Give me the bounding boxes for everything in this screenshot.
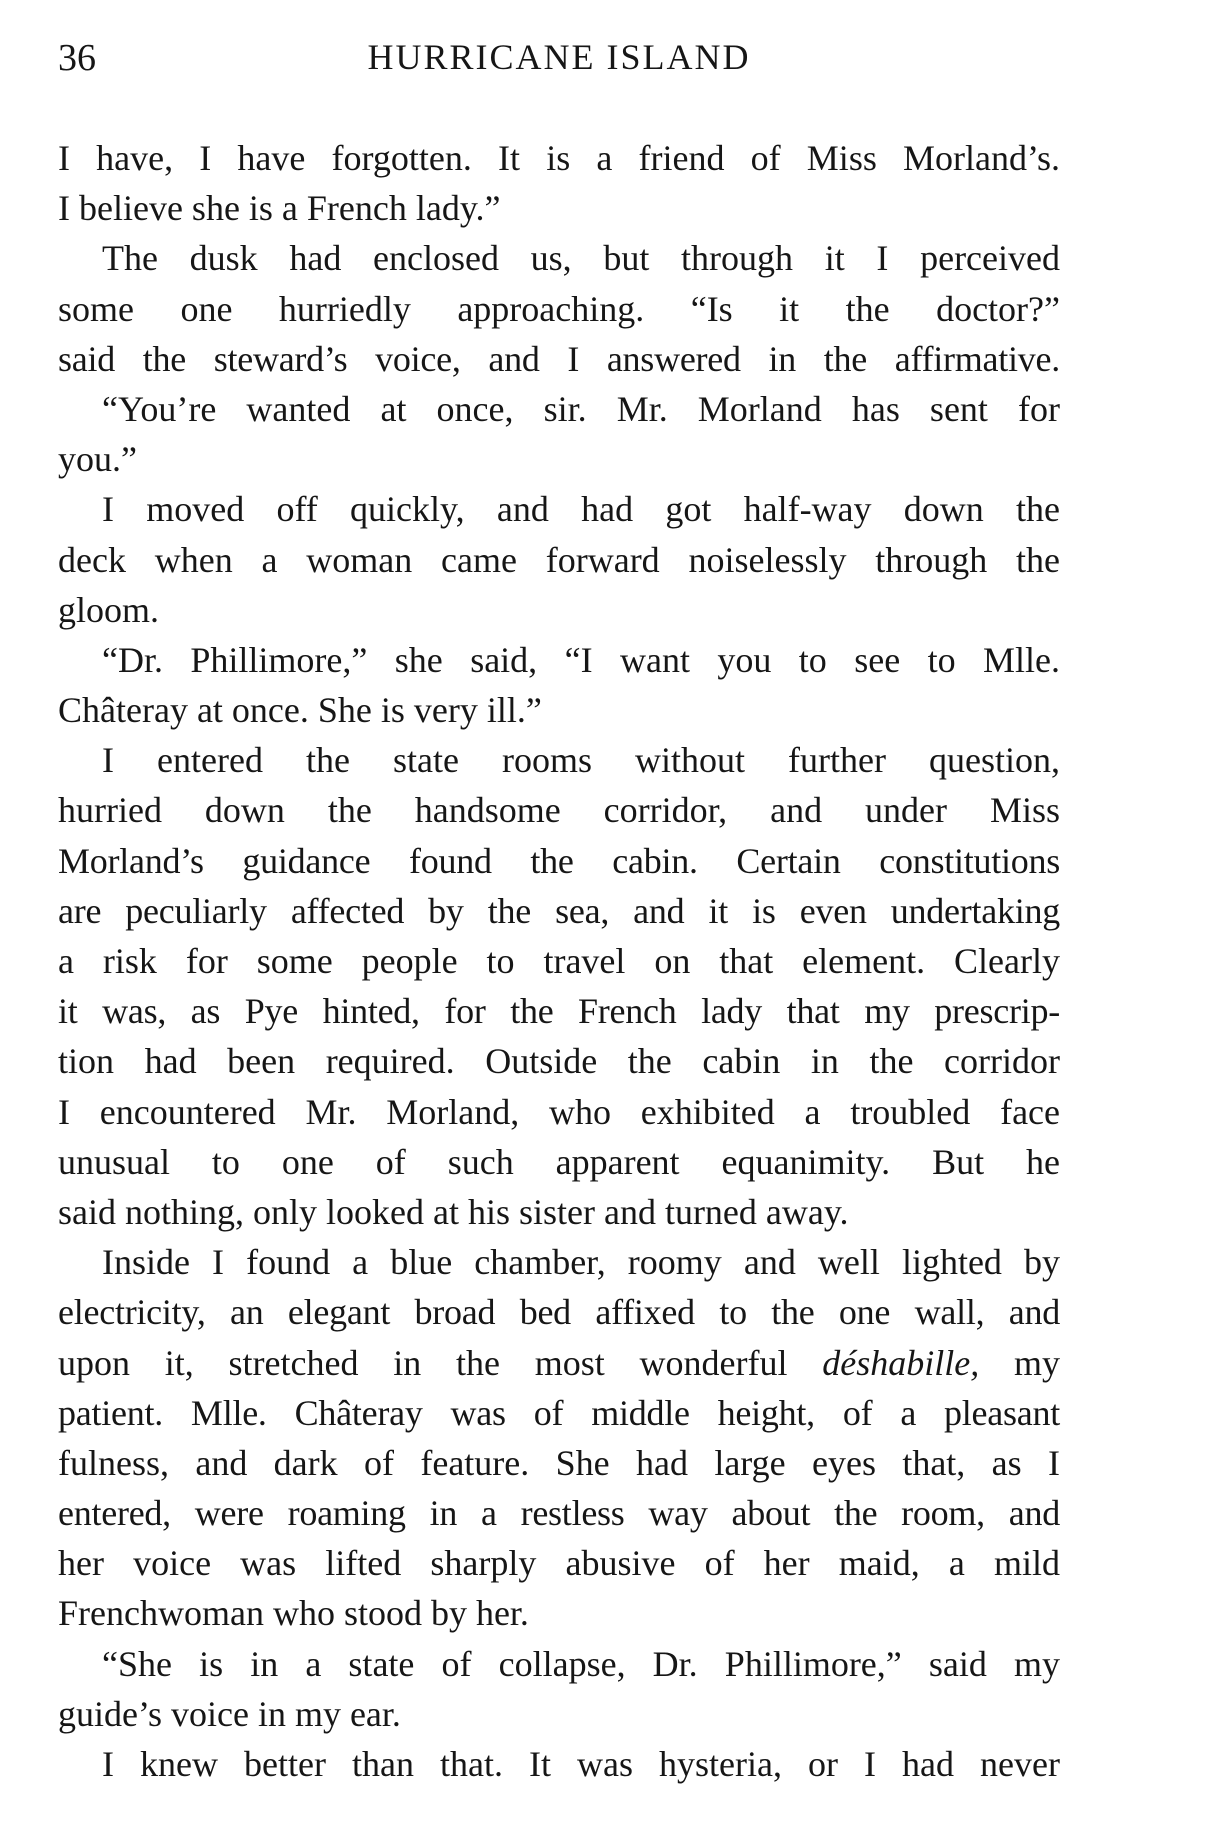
text-line: patient. Mlle. Châteray was of middle height, of a pleasant: [58, 1392, 1060, 1433]
text-run: my: [1013, 1342, 1060, 1383]
text-line: said nothing, only looked at his sister and turned away.: [58, 1191, 849, 1232]
text-line: deck when a woman came forward noiselessly through the: [58, 539, 1060, 580]
text-line: I encountered Mr. Morland, who exhibited a troubled face: [58, 1091, 1060, 1132]
paragraph-start-line: “She is in a state of collapse, Dr. Phillimore,” said my: [102, 1643, 1060, 1684]
text-line: I believe she is a French lady.”: [58, 188, 501, 229]
text-line: fulness, and dark of feature. She had large eyes that, as I: [58, 1442, 1060, 1483]
text-line: tion had been required. Outside the cabin in the corridor: [58, 1041, 1060, 1082]
text-line: electricity, an elegant broad bed affixed to the one wall, and: [58, 1292, 1060, 1333]
text-line: unusual to one of such apparent equanimity. But he: [58, 1141, 1060, 1182]
text-line: [58, 1338, 1060, 1388]
text-line: it was, as Pye hinted, for the French lady that my prescrip-: [58, 991, 1060, 1032]
text-line: some one hurriedly approaching. “Is it the doctor?”: [58, 288, 1060, 329]
paragraph-start-line: I knew better than that. It was hysteria, or I had never: [102, 1744, 1060, 1784]
text-line: Frenchwoman who stood by her.: [58, 1593, 529, 1634]
page-header: [58, 30, 1060, 90]
running-head-title: HURRICANE ISLAND: [367, 37, 751, 77]
text-line: guide’s voice in my ear.: [58, 1693, 401, 1734]
italic-word: déshabille,: [822, 1342, 980, 1383]
text-line: her voice was lifted sharply abusive of her maid, a mild: [58, 1543, 1060, 1584]
text-line: hurried down the handsome corridor, and under Miss: [58, 790, 1060, 831]
paragraph-start-line: I entered the state rooms without further question,: [102, 740, 1060, 781]
text-line: entered, were roaming in a restless way about the room, and: [58, 1493, 1060, 1534]
text-line: said the steward’s voice, and I answered in the affirmative.: [58, 338, 1060, 379]
paragraph-start-line: The dusk had enclosed us, but through it I perceived: [102, 238, 1060, 279]
paragraph-start-line: Inside I found a blue chamber, roomy and well lighted by: [102, 1242, 1060, 1283]
text-line: are peculiarly affected by the sea, and it is even undertaking: [58, 890, 1060, 931]
text-line: you.”: [58, 439, 137, 480]
paragraph-start-line: I moved off quickly, and had got half-way down the: [102, 489, 1060, 530]
text-line: I have, I have forgotten. It is a friend of Miss Morland’s.: [58, 138, 1060, 178]
page-number: 36: [58, 37, 96, 79]
paragraph-start-line: “Dr. Phillimore,” she said, “I want you to see to Mlle.: [102, 639, 1060, 680]
text-line: gloom.: [58, 589, 160, 630]
text-run: upon it, stretched in the most wonderful: [58, 1342, 788, 1383]
paragraph-start-line: “You’re wanted at once, sir. Mr. Morland has sent for: [102, 388, 1060, 429]
text-line: a risk for some people to travel on that element. Clearly: [58, 941, 1060, 981]
text-line: Morland’s guidance found the cabin. Certain constitutions: [58, 840, 1060, 881]
body-text: [58, 133, 1060, 1789]
text-line: Châteray at once. She is very ill.”: [58, 690, 542, 731]
